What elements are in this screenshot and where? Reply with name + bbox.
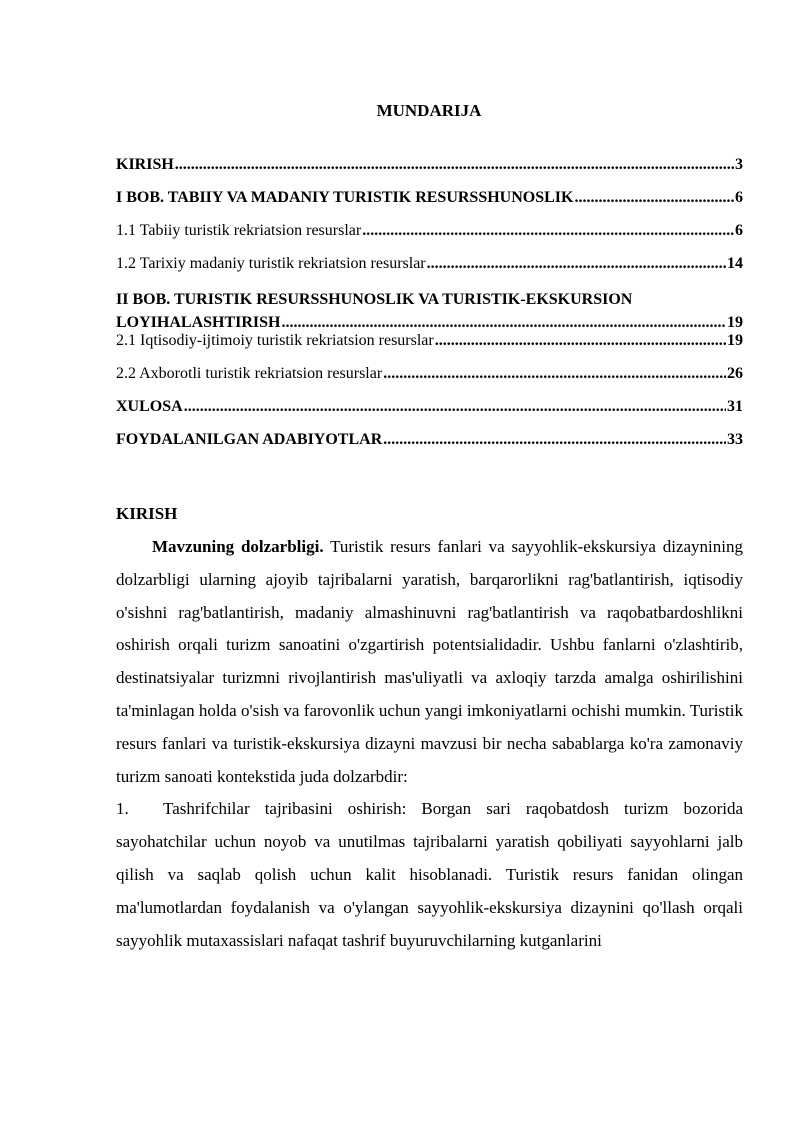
toc-entry-label: 1.1 Tabiiy turistik rekriatsion resurslar: [116, 222, 362, 239]
toc-entry-adabiyotlar[interactable]: [116, 431, 743, 464]
toc-leader: [383, 365, 726, 383]
toc-entry-chapter-1[interactable]: [116, 189, 743, 222]
toc-entry-page: 26: [727, 365, 743, 382]
toc-entry-section-2-1[interactable]: [116, 332, 743, 365]
toc-leader: [435, 332, 726, 350]
toc-entry-label: FOYDALANILGAN ADABIYOTLAR: [116, 431, 383, 448]
toc-entry-label-line1: II BOB. TURISTIK RESURSSHUNOSLIK VA TURISTIK-EKSKURSION: [116, 291, 633, 308]
toc-entry-page: 3: [735, 156, 743, 173]
toc-leader: [574, 189, 734, 207]
toc-entry-label: XULOSA: [116, 398, 183, 415]
toc-entry-section-1-1[interactable]: [116, 222, 743, 255]
toc-leader: [362, 222, 734, 240]
toc-leader: [184, 398, 726, 416]
toc-entry-page: 14: [727, 255, 743, 272]
toc-entry-page: 6: [735, 222, 743, 239]
paragraph: [116, 531, 743, 793]
list-item-text: Tashrifchilar tajribasini oshirish: Borgan sari raqobatdosh turizm bozorida sayohatchilar uchun noyob va unutilmas tajribalarni yaratish qobiliyati sayyohlarni jalb qilish va saqlab qolish uchun kalit hisoblanadi. Turistik resurs fanidan olingan ma'lumotlardan foydalanish va o'ylangan sayyohlik-ekskursiya dizaynini qo'llash orqali sayyohlik mutaxassislari nafaqat tashrif buyuruvchilarning kutganlarini: [116, 799, 743, 950]
toc-leader: [175, 156, 734, 174]
toc-entry-label: 2.1 Iqtisodiy-ijtimoiy turistik rekriatsion resurslar: [116, 332, 434, 349]
paragraph-text: Turistik resurs fanlari va sayyohlik-ekskursiya dizaynining dolzarbligi ularning ajoyib tajribalarni yaratish, barqarorlikni rag'batlantirish, iqtisodiy o'sishni rag'batlantirish, madaniy almashinuvni rag'batlantirish va raqobatbardoshlikni oshirish orqali turizm sanoatini o'zgartirish potentsialidadir. Ushbu fanlarni o'zlashtirib, destinatsiyalar turizmni rivojlantirish mas'uliyatli va axloqiy tarzda amalga oshirilishini ta'minlagan holda o'sish va farovonlik uchun yangi imkoniyatlarni ochishi mumkin. Turistik resurs fanlari va turistik-ekskursiya dizayni mavzusi bir necha sabablarga ko'ra zamonaviy turizm sanoati kontekstida juda dolzarbdir:: [116, 537, 743, 786]
toc-entry-page: 6: [735, 189, 743, 206]
toc-entry-label: 1.2 Tarixiy madaniy turistik rekriatsion resurslar: [116, 255, 426, 272]
toc-entry-label: KIRISH: [116, 156, 174, 173]
toc-entry-page: 19: [727, 314, 743, 331]
toc-entry-chapter-2[interactable]: [116, 288, 743, 335]
list-item: [116, 793, 743, 957]
toc-entry-section-2-2[interactable]: [116, 365, 743, 398]
toc-leader: [383, 431, 726, 449]
toc-entry-page: 33: [727, 431, 743, 448]
toc-entry-section-1-2[interactable]: [116, 255, 743, 288]
toc-entry-kirish[interactable]: [116, 156, 743, 189]
list-item-number: 1.: [116, 799, 129, 819]
body-text: [116, 531, 743, 957]
toc-entry-page: 19: [727, 332, 743, 349]
section-heading: KIRISH: [116, 504, 178, 523]
toc-entry-page: 31: [727, 398, 743, 415]
toc-leader: [427, 255, 726, 273]
toc-entry-xulosa[interactable]: [116, 398, 743, 431]
toc-entry-label: 2.2 Axborotli turistik rekriatsion resurslar: [116, 365, 383, 382]
table-of-contents: [116, 156, 743, 464]
toc-title: MUNDARIJA: [376, 101, 482, 120]
toc-leader: [282, 311, 727, 334]
toc-entry-label-line2: LOYIHALASHTIRISH: [116, 314, 281, 331]
paragraph-lead: Mavzuning dolzarbligi.: [152, 537, 324, 556]
toc-entry-label: I BOB. TABIIY VA MADANIY TURISTIK RESURSSHUNOSLIK: [116, 189, 574, 206]
